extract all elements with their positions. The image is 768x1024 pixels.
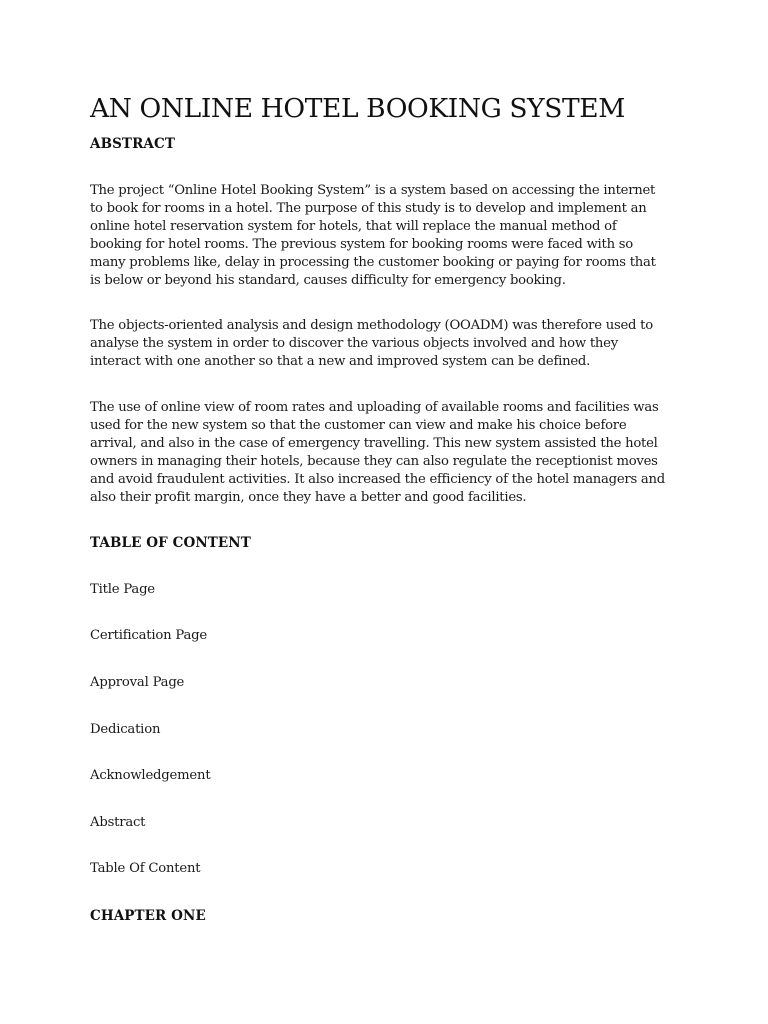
- document-title: AN ONLINE HOTEL BOOKING SYSTEM: [90, 93, 625, 124]
- toc-item-approval-page: Approval Page: [90, 675, 185, 690]
- toc-item-certification-page: Certification Page: [90, 628, 207, 643]
- abstract-heading: ABSTRACT: [90, 136, 175, 152]
- paragraph-line: also their profit margin, once they have a better and good facilities.: [90, 490, 527, 506]
- toc-item-title-page: Title Page: [90, 582, 155, 597]
- paragraph-line: The project “Online Hotel Booking System” is a system based on accessing the internet: [90, 183, 656, 198]
- paragraph-line: to book for rooms in a hotel. The purpose of this study is to develop and implement an: [90, 201, 647, 217]
- paragraph-line: interact with one another so that a new and improved system can be defined.: [90, 354, 591, 370]
- paragraph-line: booking for hotel rooms. The previous system for booking rooms were faced with so: [90, 237, 633, 253]
- toc-item-dedication: Dedication: [90, 722, 161, 737]
- paragraph-line: and avoid fraudulent activities. It also increased the efficiency of the hotel managers and: [90, 472, 665, 488]
- toc-item-table-of-content: Table Of Content: [90, 861, 201, 876]
- abstract-paragraph-1: [90, 182, 656, 291]
- abstract-paragraph-2: [90, 317, 653, 371]
- paragraph-line: online hotel reservation system for hotels, that will replace the manual method of: [90, 219, 617, 235]
- toc-item-abstract: Abstract: [90, 815, 146, 830]
- paragraph-line: is below or beyond his standard, causes difficulty for emergency booking.: [90, 273, 566, 289]
- paragraph-line: arrival, and also in the case of emergency travelling. This new system assisted the hotel: [90, 436, 658, 452]
- paragraph-line: many problems like, delay in processing the customer booking or paying for rooms that: [90, 255, 656, 271]
- paragraph-line: owners in managing their hotels, because they can also regulate the receptionist moves: [90, 454, 658, 470]
- paragraph-line: used for the new system so that the customer can view and make his choice before: [90, 418, 627, 434]
- toc-heading: TABLE OF CONTENT: [90, 535, 251, 551]
- paragraph-line: The objects-oriented analysis and design methodology (OOADM) was therefore used to: [90, 318, 653, 333]
- abstract-paragraph-3: [90, 399, 665, 508]
- chapter-one-heading: CHAPTER ONE: [90, 908, 206, 924]
- toc-item-acknowledgement: Acknowledgement: [90, 768, 211, 783]
- paragraph-line: analyse the system in order to discover the various objects involved and how they: [90, 336, 618, 352]
- paragraph-line: The use of online view of room rates and uploading of available rooms and facilities was: [90, 400, 659, 415]
